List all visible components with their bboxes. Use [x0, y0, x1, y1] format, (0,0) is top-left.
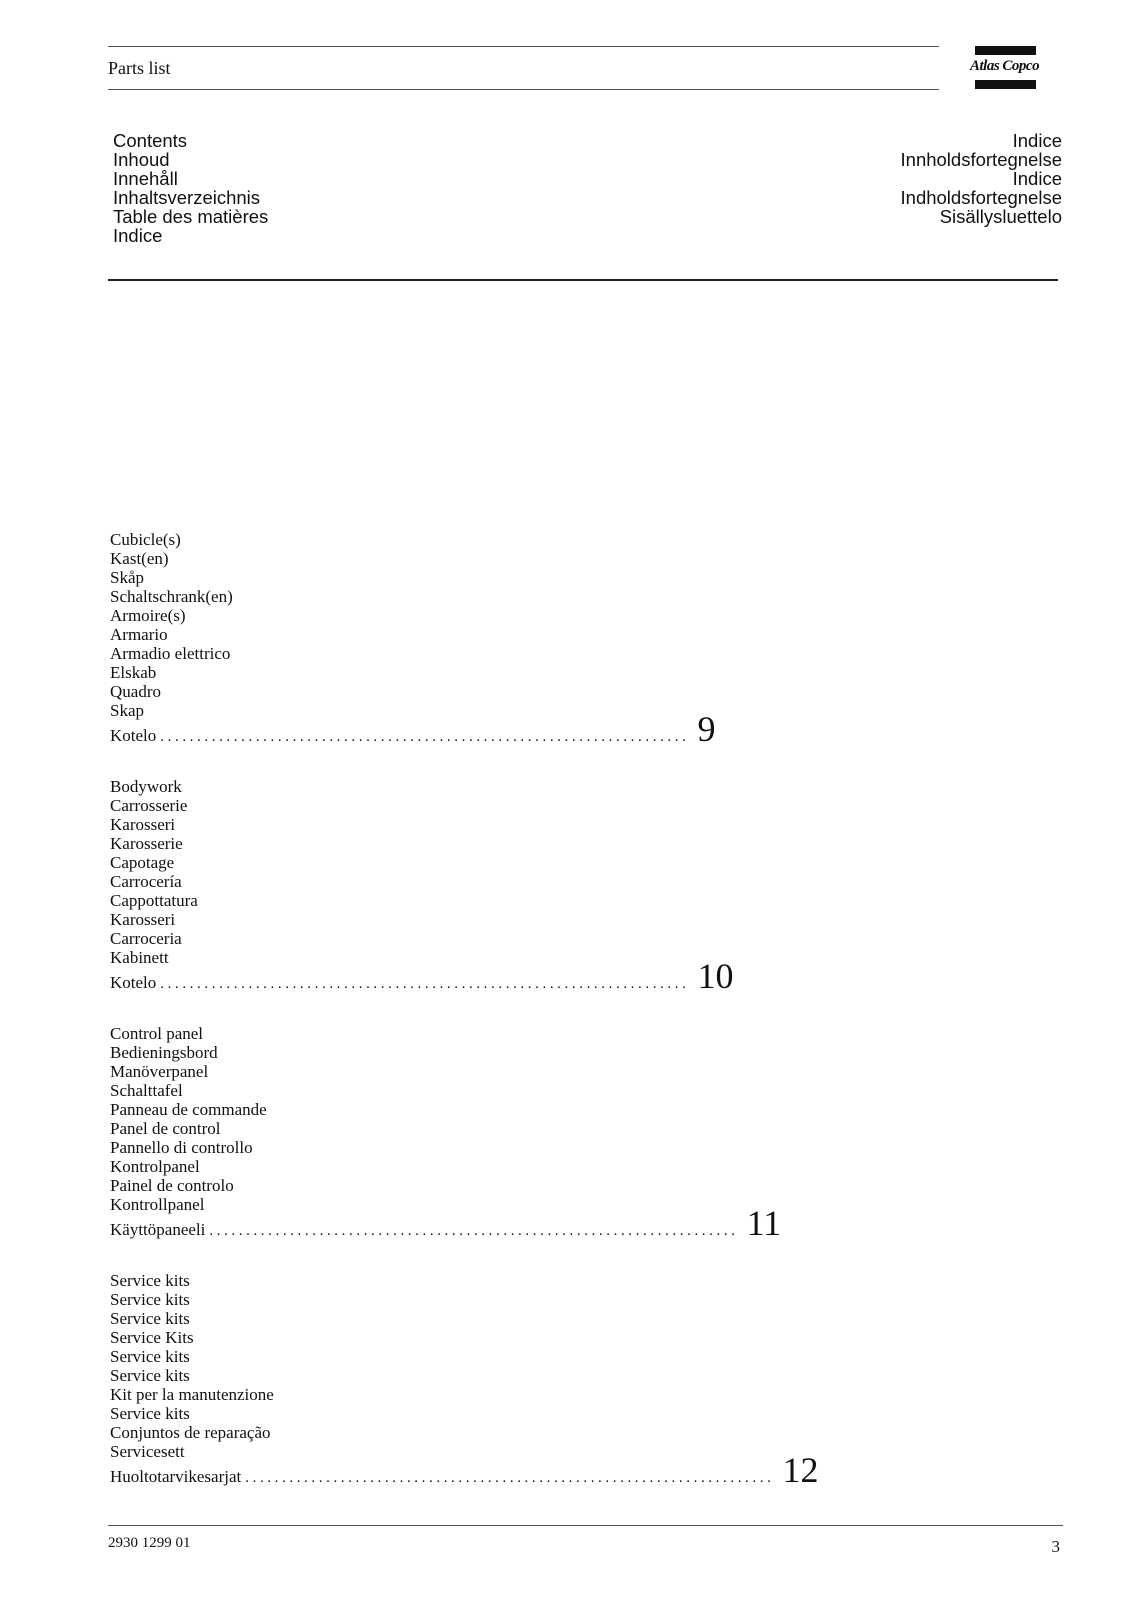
toc-line: Armadio elettrico — [110, 644, 231, 663]
toc-line: Käyttöpaneeli — [110, 1220, 206, 1239]
contents-heading: Indholdsfortegnelse — [900, 187, 1062, 208]
toc-line: Schaltschrank(en) — [110, 587, 233, 606]
toc-line: Kontrollpanel — [110, 1195, 205, 1214]
page-number: 10 — [697, 956, 734, 996]
logo-top-bar — [975, 46, 1036, 55]
contents-heading: Sisällysluettelo — [939, 206, 1062, 227]
toc-line: Cappottatura — [110, 891, 198, 910]
contents-heading: Inhoud — [113, 149, 170, 170]
toc-line: Karosserie — [110, 834, 183, 853]
toc-line: Armoire(s) — [110, 606, 186, 625]
toc-line: Bodywork — [110, 777, 182, 796]
contents-headings-right — [901, 131, 1062, 226]
toc-line: Kontrolpanel — [110, 1157, 200, 1176]
toc-line: Kast(en) — [110, 549, 169, 568]
toc-line: Service kits — [110, 1347, 190, 1366]
toc-line: Kotelo — [110, 726, 157, 745]
page-number: 9 — [697, 709, 716, 749]
toc-line: Skåp — [110, 568, 144, 587]
toc-line: Karosseri — [110, 910, 176, 929]
toc-line: Cubicle(s) — [110, 530, 181, 549]
footer-rule — [108, 1525, 1063, 1526]
contents-headings-left — [113, 131, 268, 245]
toc-line: Elskab — [110, 663, 157, 682]
toc-line: Carrosserie — [110, 796, 188, 815]
toc-line: Kabinett — [110, 948, 169, 967]
toc-section-bodywork — [110, 777, 734, 996]
header-title: Parts list — [108, 58, 171, 78]
toc-section-cubicle — [110, 530, 716, 749]
contents-heading: Contents — [113, 130, 188, 151]
contents-heading: Indice — [113, 225, 163, 246]
contents-heading: Indice — [1012, 168, 1062, 189]
toc-line: Servicesett — [110, 1442, 185, 1461]
toc-line: Service Kits — [110, 1328, 194, 1347]
toc-line: Capotage — [110, 853, 175, 872]
page-number: 11 — [746, 1203, 782, 1243]
header-bottom-rule — [108, 89, 939, 90]
dot-leader: ........................................................................ — [160, 976, 690, 992]
toc-line: Skap — [110, 701, 144, 720]
toc-line: Quadro — [110, 682, 161, 701]
toc-line: Panneau de commande — [110, 1100, 267, 1119]
toc-line: Armario — [110, 625, 168, 644]
toc-line: Painel de controlo — [110, 1176, 234, 1195]
dot-leader: ........................................................................ — [245, 1470, 775, 1486]
contents-divider — [108, 279, 1058, 281]
toc-line: Pannello di controllo — [110, 1138, 253, 1157]
header-top-rule — [108, 46, 939, 47]
contents-heading: Innehåll — [113, 168, 178, 189]
toc-section-service-kits — [110, 1271, 819, 1490]
dot-leader: ........................................................................ — [160, 729, 690, 745]
logo-text: Atlas Copco — [970, 58, 1040, 74]
document-number: 2930 1299 01 — [108, 1535, 191, 1551]
toc-line: Carrocería — [110, 872, 182, 891]
logo-bottom-bar — [975, 80, 1036, 89]
toc-line: Service kits — [110, 1290, 190, 1309]
contents-heading: Inhaltsverzeichnis — [113, 187, 261, 208]
toc-line: Carroceria — [110, 929, 182, 948]
toc-line: Manöverpanel — [110, 1062, 209, 1081]
toc-line: Karosseri — [110, 815, 176, 834]
contents-heading: Table des matières — [113, 206, 269, 227]
page-number: 12 — [782, 1450, 819, 1490]
toc-line: Service kits — [110, 1271, 190, 1290]
toc-line: Schalttafel — [110, 1081, 183, 1100]
toc-line: Kotelo — [110, 973, 157, 992]
toc-line: Panel de control — [110, 1119, 221, 1138]
footer-page-number: 3 — [1051, 1537, 1060, 1556]
contents-heading: Innholdsfortegnelse — [900, 149, 1062, 170]
dot-leader: ........................................................................ — [209, 1223, 739, 1239]
toc-line: Bedieningsbord — [110, 1043, 218, 1062]
toc-line: Kit per la manutenzione — [110, 1385, 274, 1404]
toc-line: Service kits — [110, 1404, 190, 1423]
toc-line: Conjuntos de reparação — [110, 1423, 271, 1442]
toc-line: Huoltotarvikesarjat — [110, 1467, 242, 1486]
toc-line: Service kits — [110, 1309, 190, 1328]
toc-line: Service kits — [110, 1366, 190, 1385]
toc-section-control-panel — [110, 1024, 782, 1243]
contents-heading: Indice — [1012, 130, 1062, 151]
toc-line: Control panel — [110, 1024, 204, 1043]
